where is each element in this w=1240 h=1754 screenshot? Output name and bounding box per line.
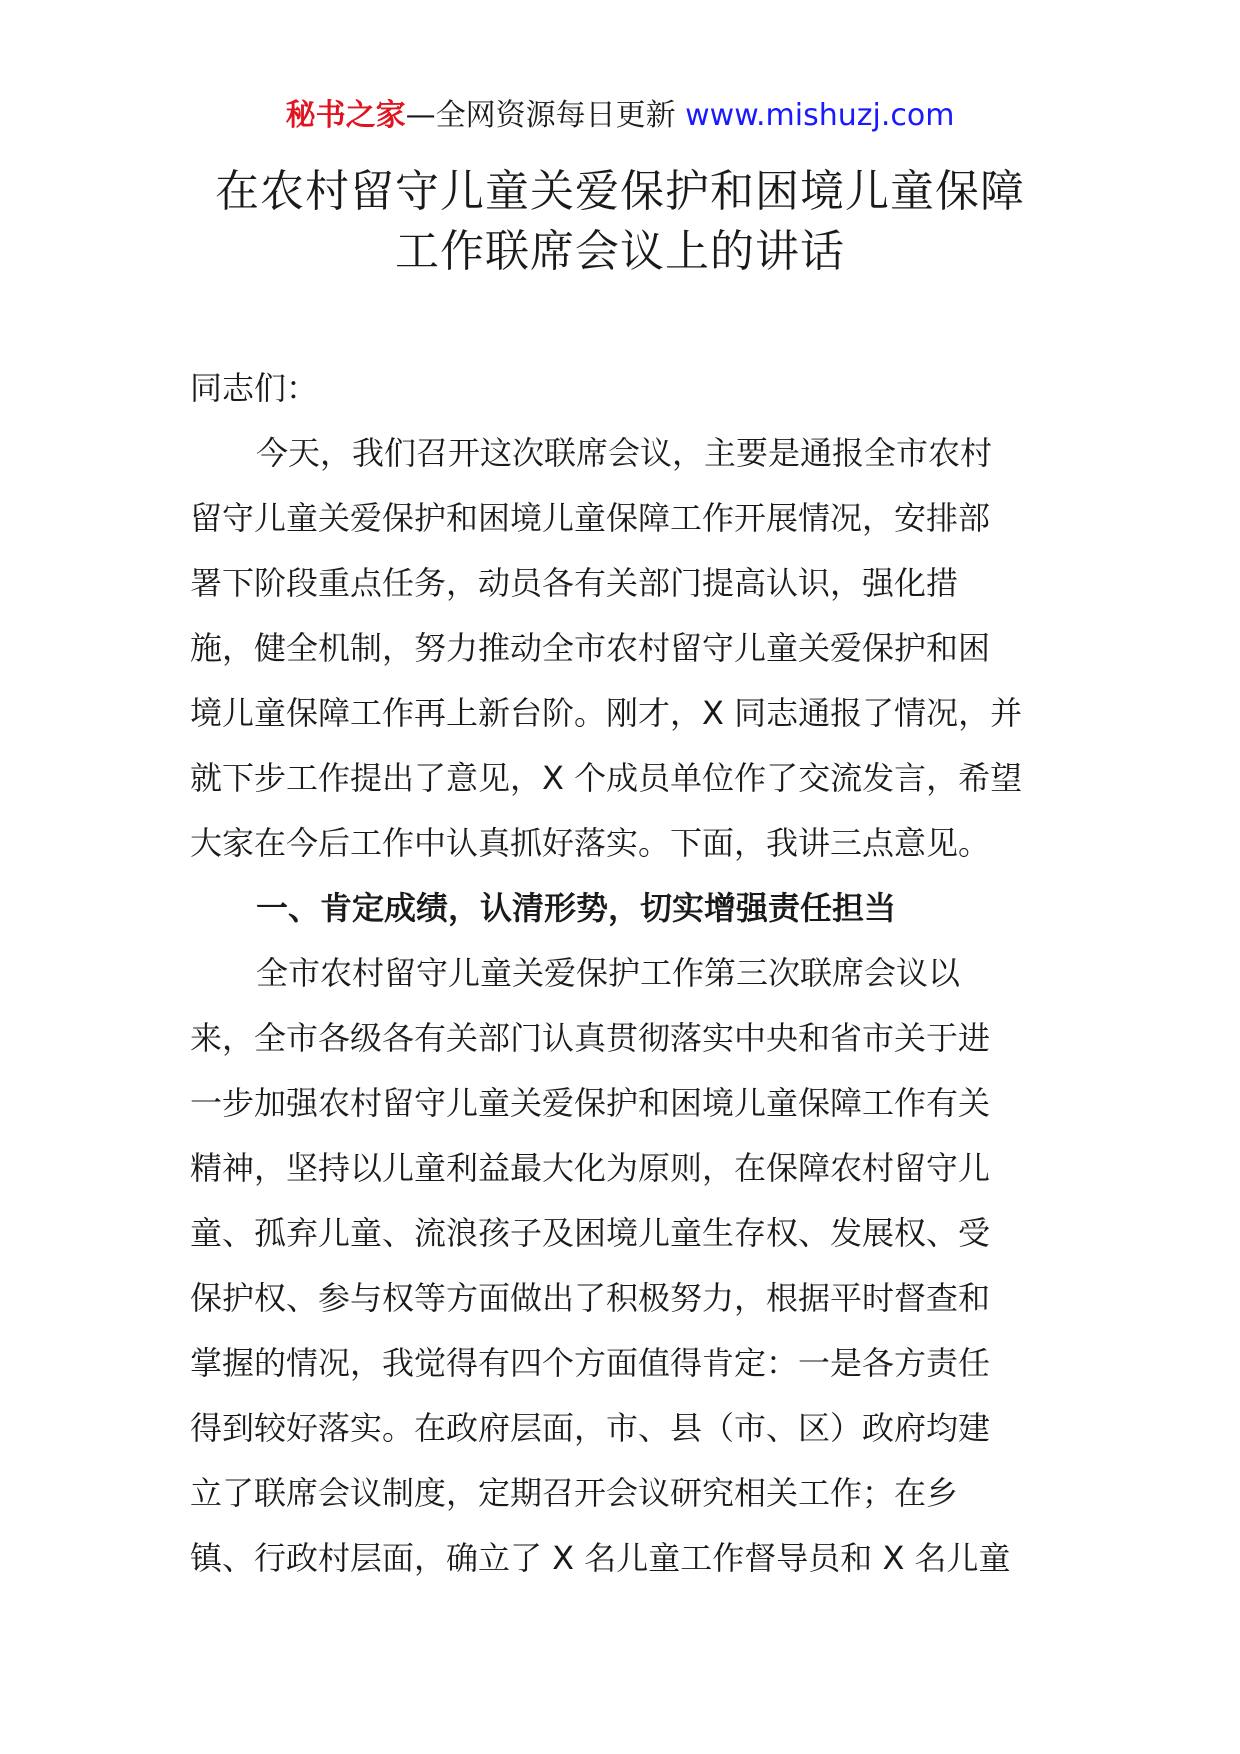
body-line: 保护权、参与权等方面做出了积极努力，根据平时督查和 bbox=[190, 1279, 991, 1317]
body-line: 留守儿童关爱保护和困境儿童保障工作开展情况，安排部 bbox=[190, 499, 991, 537]
site-name: 秘书之家 bbox=[285, 98, 406, 133]
site-tagline: —全网资源每日更新 bbox=[405, 98, 676, 133]
body-line: 署下阶段重点任务，动员各有关部门提高认识，强化措 bbox=[190, 564, 959, 602]
body-line: 童、孤弃儿童、流浪孩子及困境儿童生存权、发展权、受 bbox=[190, 1214, 991, 1252]
body-line: 全市农村留守儿童关爱保护工作第三次联席会议以 bbox=[256, 954, 961, 992]
salutation: 同志们： bbox=[190, 369, 319, 407]
body-line: 镇、行政村层面，确立了 X 名儿童工作督导员和 X 名儿童 bbox=[190, 1539, 1011, 1577]
body-line: 境儿童保障工作再上新台阶。刚才，X 同志通报了情况，并 bbox=[190, 694, 1023, 732]
body-line: 精神，坚持以儿童利益最大化为原则，在保障农村留守儿 bbox=[190, 1149, 991, 1187]
body-line: 一步加强农村留守儿童关爱保护和困境儿童保障工作有关 bbox=[190, 1084, 991, 1122]
site-header bbox=[0, 96, 1240, 136]
document-body bbox=[190, 356, 1070, 1591]
title-line-2: 工作联席会议上的讲话 bbox=[395, 226, 845, 277]
section-heading: 一、肯定成绩，认清形势，切实增强责任担当 bbox=[256, 889, 897, 927]
document-title bbox=[0, 162, 1240, 282]
site-url-link[interactable]: www.mishuzj.com bbox=[685, 98, 955, 133]
body-line: 来，全市各级各有关部门认真贯彻落实中央和省市关于进 bbox=[190, 1019, 991, 1057]
body-line: 大家在今后工作中认真抓好落实。下面，我讲三点意见。 bbox=[190, 824, 991, 862]
body-line: 今天，我们召开这次联席会议，主要是通报全市农村 bbox=[256, 434, 993, 472]
body-line: 掌握的情况，我觉得有四个方面值得肯定：一是各方责任 bbox=[190, 1344, 991, 1382]
title-line-1: 在农村留守儿童关爱保护和困境儿童保障 bbox=[215, 166, 1025, 217]
body-line: 立了联席会议制度，定期召开会议研究相关工作；在乡 bbox=[190, 1474, 959, 1512]
body-line: 施，健全机制，努力推动全市农村留守儿童关爱保护和困 bbox=[190, 629, 991, 667]
body-line: 就下步工作提出了意见，X 个成员单位作了交流发言，希望 bbox=[190, 759, 1023, 797]
body-line: 得到较好落实。在政府层面，市、县（市、区）政府均建 bbox=[190, 1409, 991, 1447]
